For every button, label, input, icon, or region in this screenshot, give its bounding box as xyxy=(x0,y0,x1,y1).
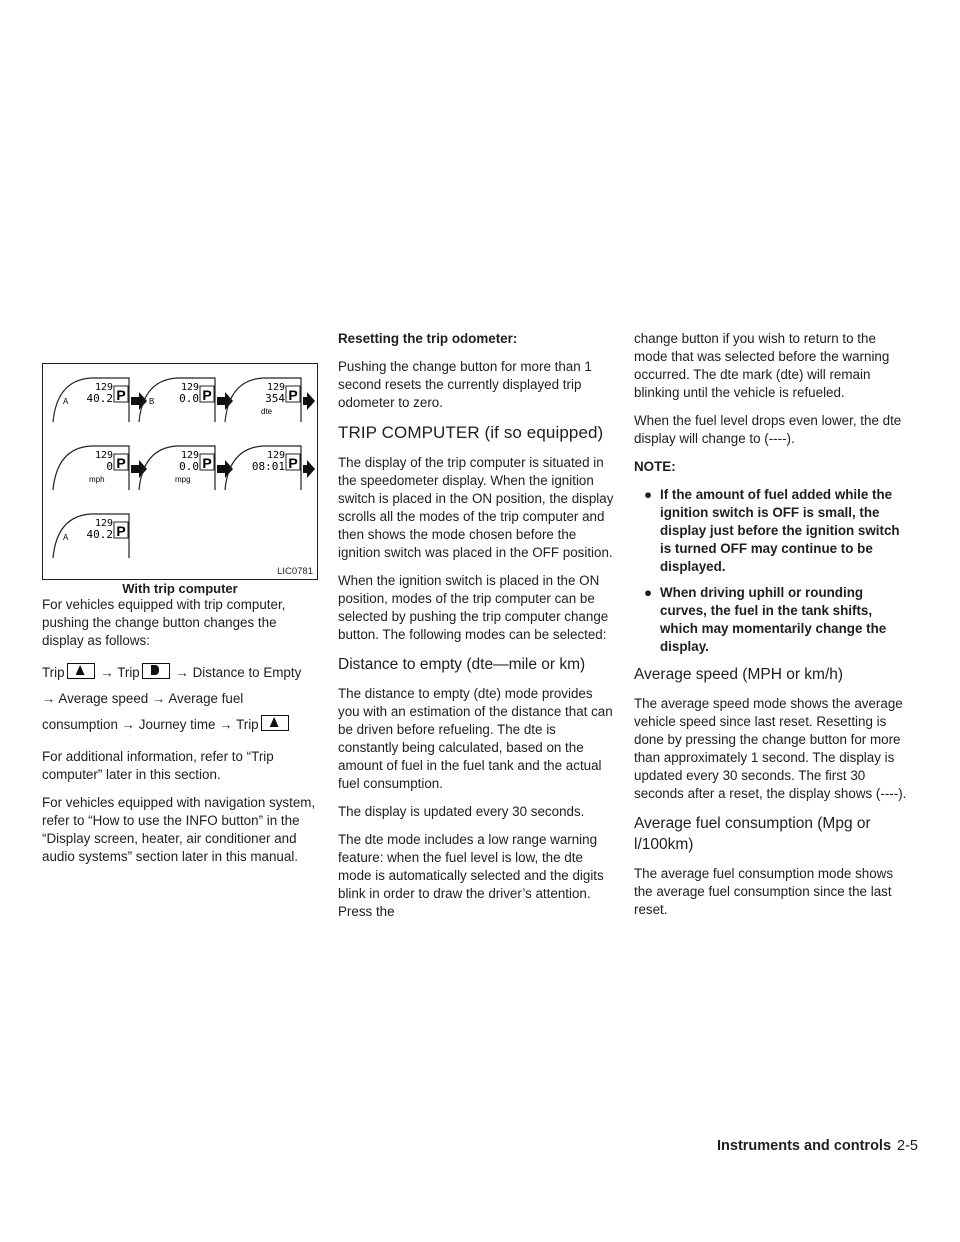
mode-sequence xyxy=(42,660,318,738)
dte-paragraph-1: The distance to empty (dte) mode provides you with an estimation of the distance that can be driven before refueling. The dte is constantly being calculated, based on the amount of fuel in the fuel tank and the actual fuel consumption. xyxy=(338,686,613,791)
lcd-bottom-value: 0.0 xyxy=(179,392,199,405)
avg-fuel-text: The average fuel consumption mode shows the average fuel consumption since the last reset. xyxy=(634,866,894,917)
arrow-icon xyxy=(217,460,233,478)
arrow-text: → xyxy=(219,717,233,732)
lcd-mode-label: dte xyxy=(261,407,273,416)
column-3 xyxy=(634,330,910,929)
lcd-bottom-value: 40.2 xyxy=(86,392,113,405)
trip-a-icon xyxy=(261,715,289,731)
figure-code: LIC0781 xyxy=(277,566,313,577)
navigation-info: For vehicles equipped with navigation system, refer to “How to use the INFO button” in the “Display screen, heater, air conditioner and audio systems” section later in this manual. xyxy=(42,795,316,864)
reset-text: Pushing the change button for more than 1 second resets the currently displayed trip odometer to zero. xyxy=(338,359,592,410)
trip-label: Trip xyxy=(117,665,140,680)
trip-label: Trip xyxy=(236,717,259,732)
lcd-top-value: 129 xyxy=(266,382,285,393)
p-symbol: P xyxy=(116,523,126,539)
arrow-icon xyxy=(217,392,233,410)
note-item xyxy=(634,584,910,656)
trip-label: Trip xyxy=(42,665,65,680)
trip-a-icon xyxy=(67,663,95,679)
figure-caption: With trip computer xyxy=(122,581,238,596)
intro-paragraph: For vehicles equipped with trip computer, pushing the change button changes the display as follows: xyxy=(42,597,286,648)
arrow-text: → xyxy=(151,691,166,706)
trip-computer-figure xyxy=(42,363,318,580)
arrow-text: → xyxy=(121,717,136,732)
distance-label: Distance to Empty xyxy=(192,665,302,680)
p-symbol: P xyxy=(202,387,212,403)
note-title: NOTE: xyxy=(634,459,676,474)
p-symbol: P xyxy=(116,387,126,403)
lcd-bottom-value: 0 xyxy=(106,460,113,473)
dte-paragraph-3: The dte mode includes a low range warning feature: when the fuel level is low, the dte mode is automatically selected and the digits blink in order to draw the driver’s attention. Press the xyxy=(338,832,604,919)
trip-computer-diagram xyxy=(43,364,316,578)
avg-speed-text: The average speed mode shows the average vehicle speed since last reset. Resetting is done by pressing the change button for more than approximately 1 second. The display is updated every 30 seconds. The first 30 seconds after a reset, the display shows (----). xyxy=(634,696,907,801)
dte-low-level: When the fuel level drops even lower, the dte display will change to (----). xyxy=(634,413,902,446)
lcd-bottom-value: 0.0 xyxy=(179,460,199,473)
column-1 xyxy=(42,596,318,876)
lcd-mode-label: mpg xyxy=(175,475,191,484)
p-symbol: P xyxy=(116,455,126,471)
p-symbol: P xyxy=(288,387,298,403)
arrow-icon xyxy=(303,392,315,410)
arrow-icon xyxy=(131,392,147,410)
arrow-text: → xyxy=(175,665,189,680)
p-symbol: P xyxy=(288,455,298,471)
avg-speed-label: Average speed xyxy=(58,691,149,706)
trip-paragraph-2: When the ignition switch is placed in the ON position, modes of the trip computer can be selected by pushing the trip computer change button. The following modes can be selected: xyxy=(338,573,609,642)
lcd-top-value: 129 xyxy=(94,382,113,393)
dte-paragraph-2: The display is updated every 30 seconds. xyxy=(338,804,585,819)
lcd-bottom-value: 354 xyxy=(265,392,285,405)
p-symbol: P xyxy=(202,455,212,471)
additional-info: For additional information, refer to “Trip computer” later in this section. xyxy=(42,749,274,782)
trip-b-icon xyxy=(142,663,170,679)
note-item xyxy=(634,486,910,576)
avg-speed-title: Average speed (MPH or km/h) xyxy=(634,666,844,683)
lcd-top-value: 129 xyxy=(180,382,199,393)
note-text: If the amount of fuel added while the ignition switch is OFF is small, the display just before the ignition switch is turned OFF may continue to be displayed. xyxy=(660,487,900,574)
arrow-text: → xyxy=(100,665,114,680)
page-number: 2-5 xyxy=(897,1138,918,1154)
column-2 xyxy=(338,330,614,931)
lcd-bottom-value: 08:01 xyxy=(251,460,285,473)
lcd-top-value: 129 xyxy=(266,450,285,461)
lcd-bottom-value: 40.2 xyxy=(86,528,113,541)
lcd-top-value: 129 xyxy=(180,450,199,461)
note-text: When driving uphill or rounding curves, the fuel in the tank shifts, which may momentarily change the display. xyxy=(660,585,887,654)
dte-title: Distance to empty (dte—mile or km) xyxy=(338,656,586,673)
bullet-icon: ● xyxy=(644,487,653,502)
lcd-top-value: 129 xyxy=(94,450,113,461)
bullet-icon: ● xyxy=(644,585,653,600)
journey-label: Journey time xyxy=(138,717,216,732)
reset-title: Resetting the trip odometer: xyxy=(338,331,518,346)
lcd-mode-label: A xyxy=(63,533,69,542)
arrow-icon xyxy=(303,460,315,478)
arrow-icon xyxy=(131,460,147,478)
section-name: Instruments and controls xyxy=(717,1138,892,1154)
lcd-top-value: 129 xyxy=(94,518,113,529)
avg-fuel-title: Average fuel consumption (Mpg or l/100km) xyxy=(634,815,871,853)
trip-paragraph-1: The display of the trip computer is situated in the speedometer display. When the ignition switch is placed in the ON position, the display scrolls all the modes of the trip computer and then shows the mode chosen before the ignition switch was placed in the OFF position. xyxy=(338,455,614,560)
avg-fuel-label: Average fuel consumption xyxy=(42,691,244,732)
trip-computer-title: TRIP COMPUTER (if so equipped) xyxy=(338,423,604,442)
lcd-mode-label: mph xyxy=(89,475,105,484)
page-footer xyxy=(717,1138,918,1154)
dte-continued: change button if you wish to return to the mode that was selected before the warning occurred. The dte mark (dte) will remain blinking until the vehicle is refueled. xyxy=(634,331,890,400)
lcd-mode-label: A xyxy=(63,397,69,406)
arrow-text: → xyxy=(42,691,56,706)
lcd-mode-label: B xyxy=(149,397,155,406)
